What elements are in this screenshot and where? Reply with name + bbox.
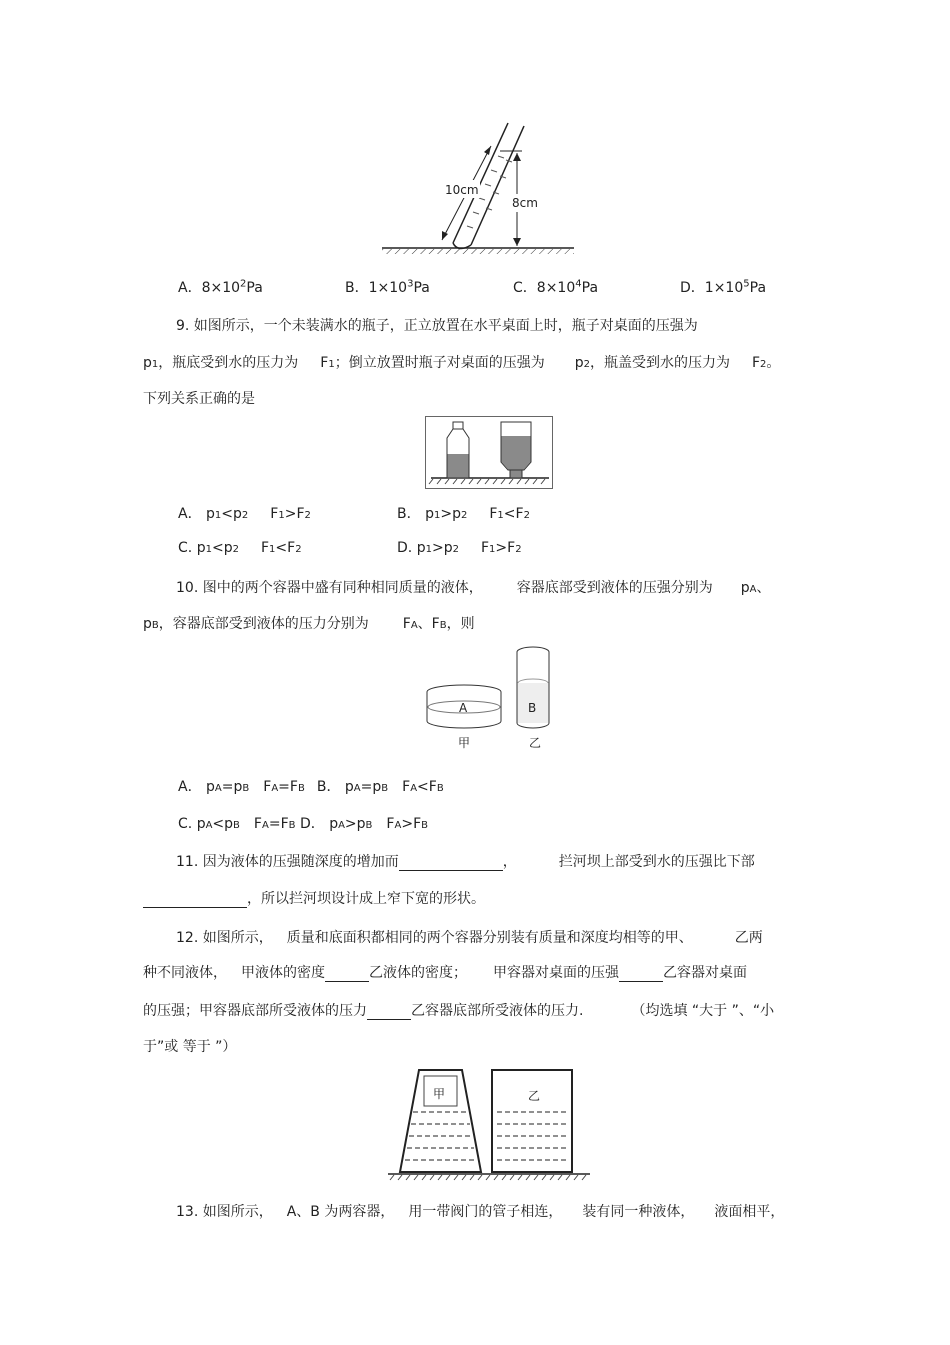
q9-stem-line3: 下列关系正确的是: [143, 391, 255, 407]
label-yi-2: 乙: [528, 1089, 541, 1103]
inclined-tube-figure: [378, 118, 578, 258]
label-b: B: [528, 701, 537, 715]
q10-options-row2[interactable]: C. pA<pB FA=FB D． pA>pB FA>FB: [178, 816, 428, 832]
q10-stem-line1: 10. 图中的两个容器中盛有同种相同质量的液体， 容器底部受到液体的压强分别为 pA、: [176, 580, 771, 596]
length-label: 10cm: [445, 183, 479, 197]
q12-line1: 12. 如图所示， 质量和底面积都相同的两个容器分别装有质量和深度均相等的甲、 乙两: [176, 930, 763, 946]
q8-option-b[interactable]: B．$1\times 10^3Pa$: [345, 278, 430, 296]
height-label: 8cm: [512, 196, 538, 210]
q8-option-c[interactable]: C．$8\times 10^4Pa$: [513, 278, 599, 296]
q11-line1: 11. 因为液体的压强随深度的增加而 ， 拦河坝上部受到水的压强比下部: [176, 854, 755, 870]
label-jia: 甲: [458, 736, 471, 750]
blank-2[interactable]: [143, 893, 247, 908]
q9-stem-line1: 9. 如图所示，一个未装满水的瓶子，正立放置在水平桌面上时，瓶子对桌面的压强为: [176, 318, 698, 334]
blank-1[interactable]: [399, 856, 503, 871]
q10-stem-line2: pB，容器底部受到液体的压力分别为 FA、FB，则: [143, 616, 475, 632]
q9-option-d[interactable]: D. p1>p2 F1>F2: [397, 540, 522, 556]
q12-line4: 于”或 等于 ”）: [143, 1039, 237, 1055]
q9-option-b[interactable]: B． p1>p2 F1<F2: [397, 506, 530, 522]
blank-4[interactable]: [619, 967, 663, 982]
q12-line3: 的压强；甲容器底部所受液体的压力 乙容器底部所受液体的压力. （均选填 “大于 ”、“小: [143, 1003, 775, 1019]
label-jia-2: 甲: [433, 1087, 446, 1101]
q11-line2: ，所以拦河坝设计成上窄下宽的形状。: [143, 888, 485, 908]
blank-5[interactable]: [367, 1005, 411, 1020]
label-yi: 乙: [529, 736, 542, 750]
blank-3[interactable]: [325, 967, 369, 982]
q8-option-d[interactable]: D．$1\times 10^5Pa$: [680, 278, 767, 296]
q10-options-row1[interactable]: A． pA=pB FA=FB B． pA=pB FA<FB: [178, 779, 444, 795]
containers-figure: [424, 643, 558, 753]
q12-line2: 种不同液体， 甲液体的密度 乙液体的密度； 甲容器对桌面的压强 乙容器对桌面: [143, 965, 747, 981]
label-a: A: [459, 701, 468, 715]
q9-stem-line2: p1，瓶底受到水的压力为 F1；倒立放置时瓶子对桌面的压强为 p2，瓶盖受到水的压力为 F2。: [143, 355, 781, 371]
q13-line1: 13. 如图所示， A、B 为两容器， 用一带阀门的管子相连， 装有同一种液体， 液面相平，: [176, 1204, 785, 1220]
q8-option-a[interactable]: A．$8\times 10^2Pa$: [178, 278, 263, 296]
two-containers-figure: [384, 1066, 594, 1184]
q9-option-c[interactable]: C. p1<p2 F1<F2: [178, 540, 302, 556]
q9-option-a[interactable]: A． p1<p2 F1>F2: [178, 506, 311, 522]
bottle-figure: [425, 416, 555, 490]
